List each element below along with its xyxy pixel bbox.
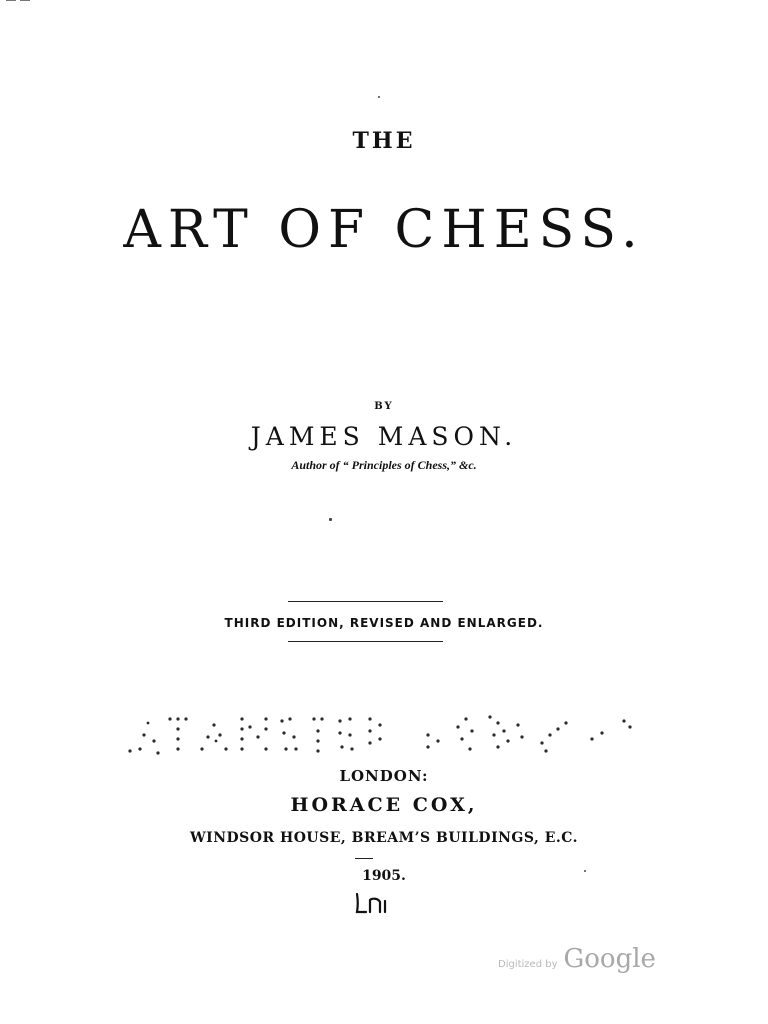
title-article: THE	[352, 128, 416, 154]
handwritten-shelf-mark	[352, 890, 396, 916]
book-title: ART OF CHESS.	[123, 200, 645, 260]
dust-speck	[329, 518, 332, 521]
publication-year: 1905.	[362, 868, 406, 884]
author-credit: Author of “ Principles of Chess,” &c.	[291, 458, 477, 472]
publisher-address: WINDSOR HOUSE, BREAM’S BUILDINGS, E.C.	[189, 830, 579, 846]
watermark-prefix: Digitized by	[498, 959, 558, 970]
google-logo: Google	[563, 944, 656, 974]
publisher-name: HORACE COX,	[290, 794, 478, 816]
edition-rule-top	[288, 601, 443, 602]
scan-edge-mark	[6, 0, 32, 3]
perforated-library-stamp	[118, 705, 648, 765]
imprint-place: LONDON:	[339, 767, 429, 785]
author-name: JAMES MASON.	[250, 422, 518, 451]
dust-speck	[378, 96, 380, 98]
digitized-watermark	[498, 944, 656, 974]
edition-statement: THIRD EDITION, REVISED AND ENLARGED.	[224, 616, 544, 630]
byline-label: BY	[374, 401, 394, 412]
edition-rule-bottom	[288, 641, 443, 642]
imprint-dash	[355, 858, 373, 859]
